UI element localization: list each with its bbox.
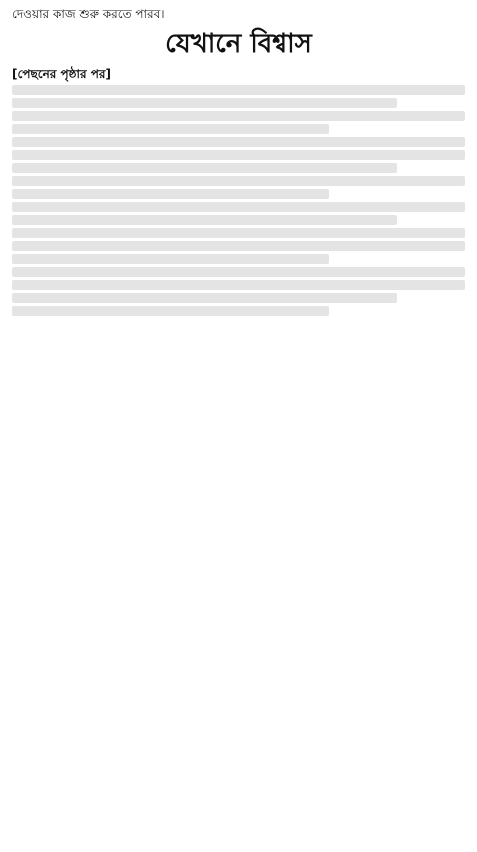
text-line-placeholder — [12, 163, 397, 173]
article-body — [12, 66, 465, 316]
article-headline: যেখানে বিশ্বাস — [165, 29, 312, 59]
text-line-placeholder — [12, 280, 465, 290]
text-line-placeholder — [12, 228, 465, 238]
text-line-placeholder — [12, 111, 465, 121]
top-fragment: দেওয়ার কাজ শুরু করতে পারব। — [12, 7, 165, 21]
text-line-placeholder — [12, 124, 329, 134]
text-line-placeholder — [12, 85, 465, 95]
article-paragraph — [12, 202, 465, 264]
text-line-placeholder — [12, 150, 465, 160]
continuation-label: [পেছনের পৃষ্ঠার পর] — [12, 67, 111, 81]
text-line-placeholder — [12, 189, 329, 199]
text-line-placeholder — [12, 293, 397, 303]
article-paragraph — [12, 66, 465, 134]
article-paragraph — [12, 137, 465, 199]
text-line-placeholder — [12, 215, 397, 225]
text-line-placeholder — [12, 137, 465, 147]
text-line-placeholder — [12, 254, 329, 264]
text-line-placeholder — [12, 98, 397, 108]
text-line-placeholder — [12, 241, 465, 251]
text-line-placeholder — [12, 202, 465, 212]
text-line-placeholder — [12, 306, 329, 316]
text-line-placeholder — [12, 176, 465, 186]
text-line-placeholder — [12, 267, 465, 277]
article-paragraph — [12, 267, 465, 316]
